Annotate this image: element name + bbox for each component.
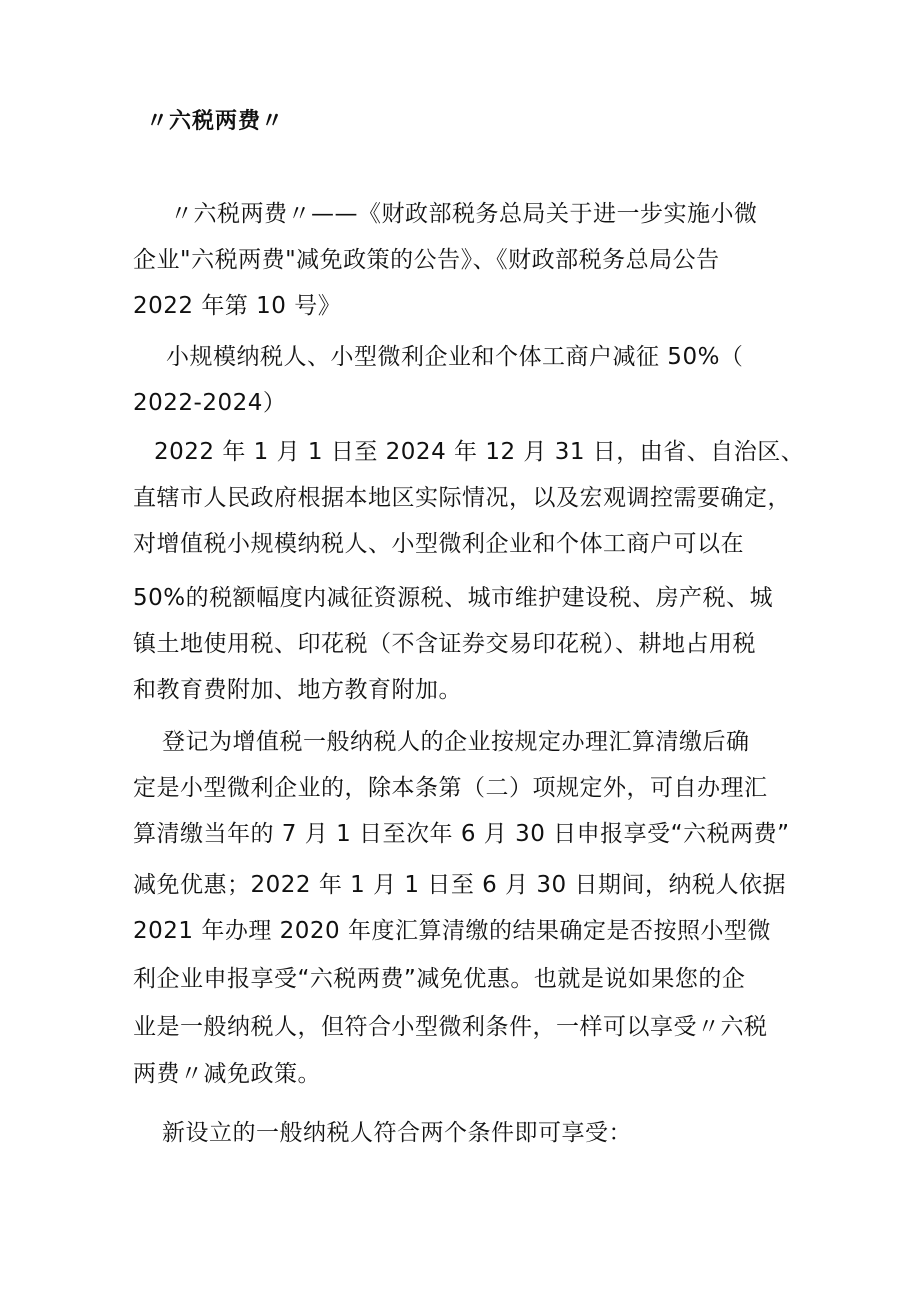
paragraph-3-line-5: 镇土地使用税、印花税（不含证券交易印花税）、耕地占用税 [133,631,756,657]
paragraph-4-line-2: 定是小型微利企业的，除本条第（二）项规定外，可自办理汇 [133,775,768,801]
paragraph-4-line-5: 2021 年办理 2020 年度汇算清缴的结果确定是否按照小型微 [133,918,771,944]
paragraph-2-line-1: 小规模纳税人、小型微利企业和个体工商户减征 50%（ [166,344,744,370]
paragraph-4-line-3: 算清缴当年的 7 月 1 日至次年 6 月 30 日申报享受“六税两费” [133,821,790,847]
paragraph-5-line-1: 新设立的一般纳税人符合两个条件即可享受： [162,1120,632,1146]
paragraph-4-line-8: 两费〃减免政策。 [133,1061,321,1087]
paragraph-1-line-2: 企业"六税两费"减免政策的公告》、《财政部税务总局公告 [133,247,720,273]
document-heading: 〃六税两费〃 [146,109,285,134]
paragraph-4-line-6: 利企业申报享受“六税两费”减免优惠。也就是说如果您的企 [133,966,746,992]
paragraph-3-line-2: 直辖市人民政府根据本地区实际情况，以及宏观调控需要确定， [133,485,791,511]
paragraph-3-line-1: 2022 年 1 月 1 日至 2024 年 12 月 31 日，由省、自治区、 [154,439,805,465]
paragraph-1-line-1: 〃六税两费〃——《财政部税务总局关于进一步实施小微 [170,201,758,227]
paragraph-4-line-1: 登记为增值税一般纳税人的企业按规定办理汇算清缴后确 [162,729,750,755]
paragraph-3-line-6: 和教育费附加、地方教育附加。 [133,677,462,703]
paragraph-3-line-4: 50%的税额幅度内减征资源税、城市维护建设税、房产税、城 [133,585,774,611]
paragraph-2-line-2: 2022-2024） [133,390,287,416]
paragraph-4-line-7: 业是一般纳税人，但符合小型微利条件，一样可以享受〃六税 [133,1014,768,1040]
paragraph-1-line-3: 2022 年第 10 号》 [133,293,342,319]
paragraph-3-line-3: 对增值税小规模纳税人、小型微利企业和个体工商户可以在 [133,531,744,557]
paragraph-4-line-4: 减免优惠；2022 年 1 月 1 日至 6 月 30 日期间，纳税人依据 [133,872,786,898]
